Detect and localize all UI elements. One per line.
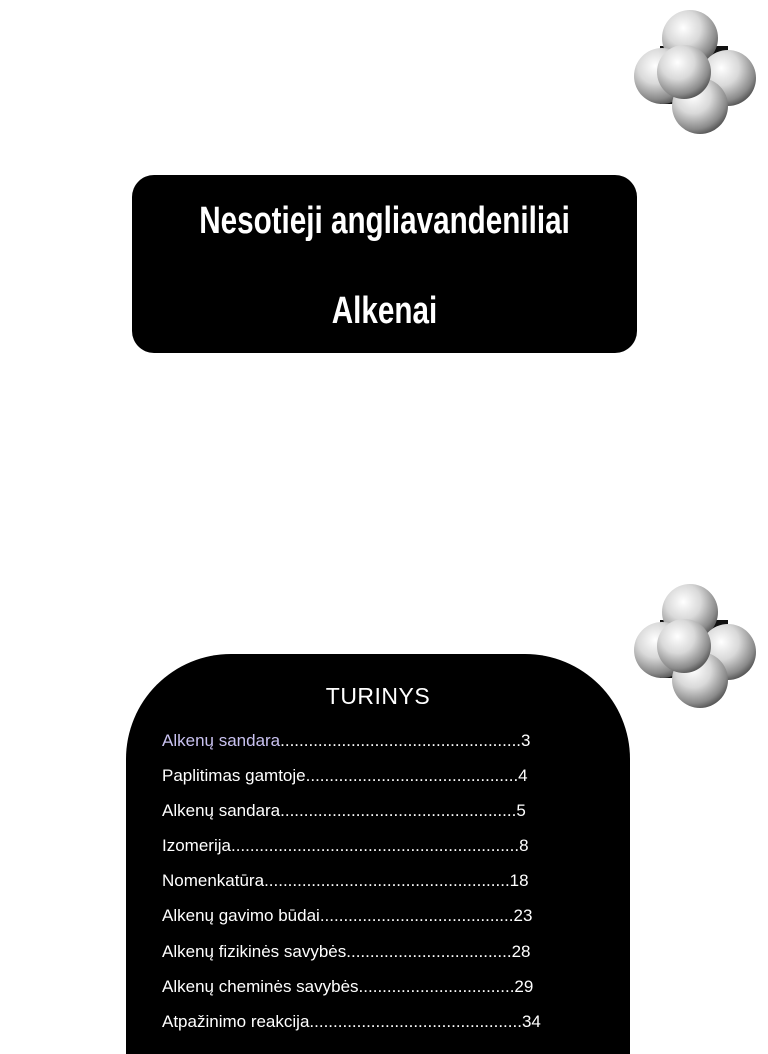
toc-item-label: Paplitimas gamtoje: [162, 766, 306, 786]
toc-item-label: Alkenų cheminės savybės: [162, 976, 359, 996]
toc-item-page: 4: [518, 766, 528, 786]
toc-item-page: 29: [514, 976, 534, 996]
toc-item-label: Alkenų gavimo būdai: [162, 906, 320, 926]
toc-item-page: 5: [516, 801, 526, 821]
toc-item-leader: ...................................: [346, 941, 512, 961]
document-title: Nesotieji angliavandeniliai: [199, 200, 570, 242]
toc-item-leader: .........................................: [319, 906, 514, 926]
toc-item-leader: ...................................................: [280, 731, 522, 750]
toc-item-alkenu-sandara: [162, 800, 541, 835]
toc-item-nomenkatura: [162, 870, 541, 905]
toc-item-label: Izomerija: [162, 836, 231, 856]
toc-item-fizikines-savybes: [162, 941, 541, 976]
toc-item-label: Atpažinimo reakcija: [162, 1011, 310, 1031]
toc-item-gavimo-budai: [162, 905, 541, 940]
toc-item-leader: .............................................................: [230, 836, 520, 856]
table-of-contents: [126, 654, 630, 1054]
toc-item-page: 18: [509, 871, 529, 891]
toc-list: [162, 730, 541, 1046]
toc-item-paplitimas: [162, 765, 541, 800]
methane-molecule-icon: [630, 582, 760, 712]
document-subtitle: Alkenai: [331, 290, 438, 332]
toc-item-label: Alkenų fizikinės savybės: [162, 941, 347, 961]
toc-item-page: 34: [521, 1011, 541, 1031]
toc-item-leader: .............................................: [305, 766, 519, 786]
toc-item-page: 28: [511, 941, 531, 961]
toc-item-page: 8: [519, 836, 529, 856]
toc-item-chemines-savybes: [162, 976, 541, 1011]
title-box: [132, 175, 637, 353]
toc-item-page: 3: [521, 731, 531, 750]
toc-item-leader: ..................................................: [280, 801, 517, 821]
toc-heading: TURINYS: [325, 683, 431, 709]
toc-item-atpazinimo-reakcija: [162, 1011, 541, 1046]
toc-item-label[interactable]: Alkenų sandara: [162, 731, 281, 750]
toc-item-izomerija: [162, 835, 541, 870]
toc-item-label: Alkenų sandara: [162, 801, 281, 821]
toc-item-alkenu-sandara-link[interactable]: [162, 730, 541, 765]
toc-item-page: 23: [513, 906, 533, 926]
toc-item-leader: .............................................: [309, 1011, 522, 1031]
toc-item-label: Nomenkatūra: [162, 871, 265, 891]
toc-item-leader: ....................................................: [264, 871, 510, 891]
toc-item-leader: .................................: [358, 976, 515, 996]
methane-molecule-icon: [630, 6, 760, 136]
